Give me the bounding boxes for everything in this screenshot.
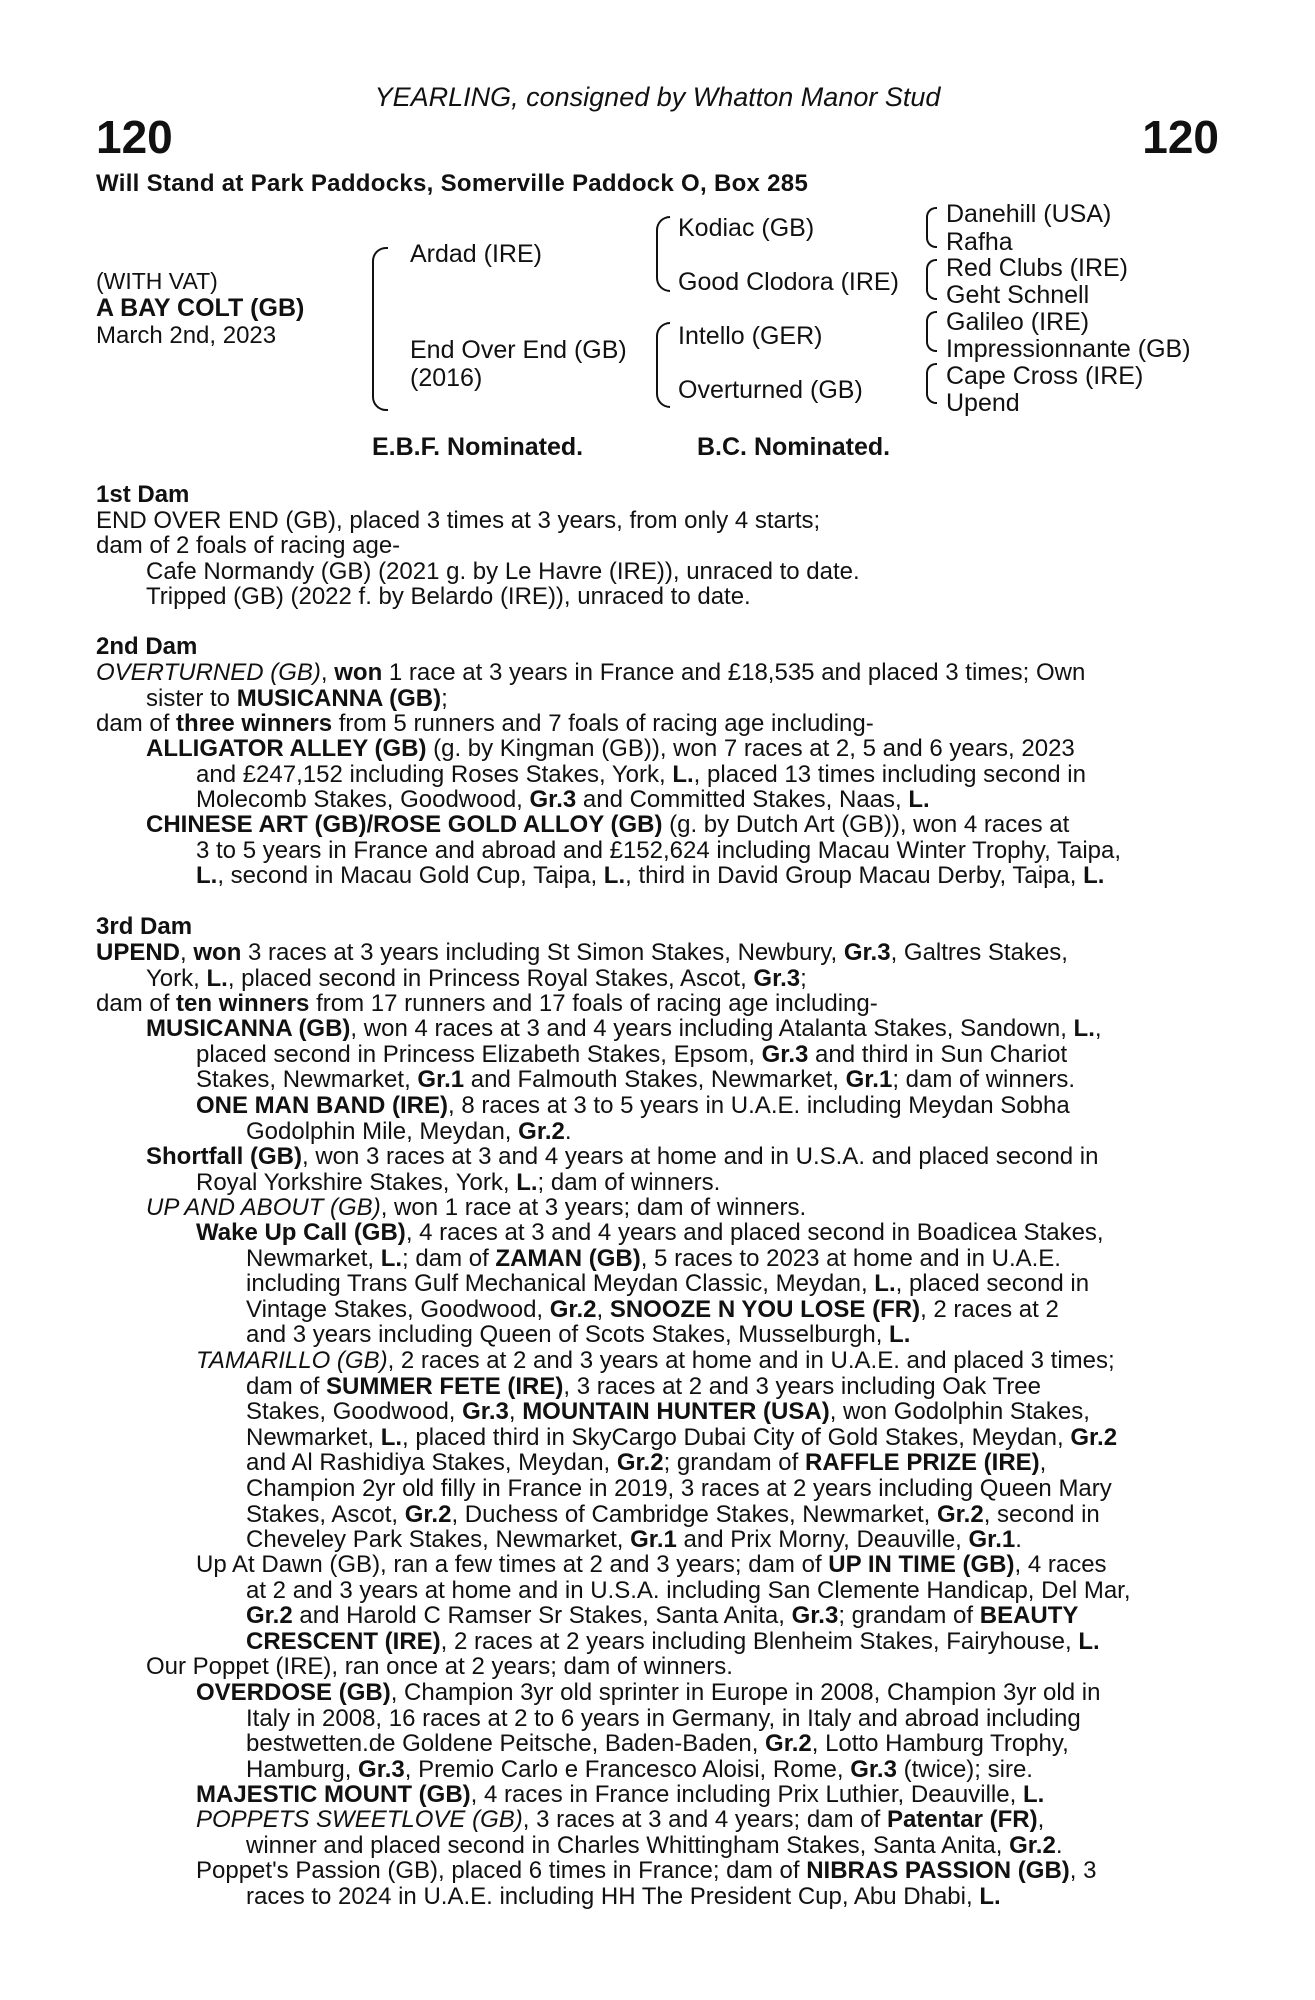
third-dam-progeny-shortfall: Shortfall (GB), won 3 races at 3 and 4 years at home and in U.S.A. and placed second in Royal Yorkshire Stakes, York, L.; dam of winners. bbox=[146, 1143, 1099, 1196]
first-dam-foal-2: Tripped (GB) (2022 f. by Belardo (IRE)), unraced to date. bbox=[146, 583, 751, 610]
ped-sss: Danehill (USA) bbox=[946, 200, 1112, 228]
second-dam-heading: 2nd Dam bbox=[96, 633, 198, 660]
dam-dam: Overturned (GB) bbox=[678, 376, 863, 404]
horse-name: A BAY COLT (GB) bbox=[96, 294, 305, 322]
third-dam-heading: 3rd Dam bbox=[96, 913, 193, 940]
horse-dob: March 2nd, 2023 bbox=[96, 322, 277, 349]
pedigree-brace-sd bbox=[926, 259, 937, 300]
progeny-majestic-mount: MAJESTIC MOUNT (GB), 4 races in France including Prix Luthier, Deauville, L. bbox=[196, 1781, 1045, 1808]
third-dam-summary: dam of ten winners from 17 runners and 17 foals of racing age including- bbox=[96, 990, 878, 1017]
sire-dam: Good Clodora (IRE) bbox=[678, 268, 899, 296]
pedigree-brace-dd bbox=[926, 363, 937, 404]
lot-number-left: 120 bbox=[96, 111, 173, 163]
first-dam-foal-1: Cafe Normandy (GB) (2021 g. by Le Havre (IRE)), unraced to date. bbox=[146, 558, 860, 585]
second-dam-summary: dam of three winners from 5 runners and 7 foals of racing age including- bbox=[96, 710, 874, 737]
third-dam-progeny-musicanna: MUSICANNA (GB), won 4 races at 3 and 4 years including Atalanta Stakes, Sandown, L., placed second in Princess Elizabeth Stakes, Epsom, Gr.3 and third in Sun Chariot Stakes, Newmarket, Gr.1 and Falmouth Stakes, Newmarket, Gr.1; dam of winners. bbox=[146, 1015, 1102, 1094]
progeny-overdose: OVERDOSE (GB), Champion 3yr old sprinter in Europe in 2008, Champion 3yr old in Italy in 2008, 16 races at 2 to 6 years in Germany, in Italy and abroad including bestwetten.de Goldene Peitsche, Baden-Baden, Gr.2, Lotto Hamburg Trophy, Hamburg, Gr.3, Premio Carlo e Francesco Aloisi, Rome, Gr.3 (twice); sire. bbox=[196, 1679, 1101, 1783]
stand-location: Will Stand at Park Paddocks, Somerville Paddock O, Box 285 bbox=[96, 170, 809, 197]
consignor-line: YEARLING, consigned by Whatton Manor Stud bbox=[374, 82, 941, 112]
pedigree-brace-dam bbox=[656, 322, 670, 408]
bc-nomination: B.C. Nominated. bbox=[697, 433, 891, 461]
third-dam-entry: UPEND, won 3 races at 3 years including St Simon Stakes, Newbury, Gr.3, Galtres Stakes, York, L., placed second in Princess Royal Stakes, Ascot, Gr.3; bbox=[96, 939, 1068, 992]
lot-number-right: 120 bbox=[1142, 111, 1219, 163]
ped-ddd: Upend bbox=[946, 389, 1020, 417]
progeny-poppets-passion: Poppet's Passion (GB), placed 6 times in France; dam of NIBRAS PASSION (GB), 3 races to 2024 in U.A.E. including HH The President Cup, Abu Dhabi, L. bbox=[196, 1857, 1097, 1910]
ped-dss: Galileo (IRE) bbox=[946, 308, 1090, 336]
pedigree-brace-ss bbox=[926, 207, 937, 248]
sire: Ardad (IRE) bbox=[410, 240, 542, 268]
progeny-tamarillo: TAMARILLO (GB), 2 races at 2 and 3 years at home and in U.A.E. and placed 3 times; dam of SUMMER FETE (IRE), 3 races at 2 and 3 years including Oak Tree Stakes, Goodwood, Gr.3, MOUNTAIN HUNTER (USA), won Godolphin Stakes, Newmarket, L., placed third in SkyCargo Dubai City of Gold Stakes, Meydan, Gr.2 and Al Rashidiya Stakes, Meydan, Gr.2; grandam of RAFFLE PRIZE (IRE), Champion 2yr old filly in France in 2019, 3 races at 2 years including Queen Mary Stakes, Ascot, Gr.2, Duchess of Cambridge Stakes, Newmarket, Gr.2, second in Cheveley Park Stakes, Newmarket, Gr.1 and Prix Morny, Deauville, Gr.1. bbox=[196, 1347, 1118, 1554]
second-dam-entry: OVERTURNED (GB), won 1 race at 3 years in France and £18,535 and placed 3 times; Own sister to MUSICANNA (GB); bbox=[96, 659, 1086, 712]
ped-sds: Red Clubs (IRE) bbox=[946, 254, 1128, 282]
pedigree-brace-main bbox=[372, 247, 388, 411]
ped-ssd: Rafha bbox=[946, 228, 1013, 256]
vat-note: (WITH VAT) bbox=[96, 268, 218, 294]
progeny-one-man-band: ONE MAN BAND (IRE), 8 races at 3 to 5 years in U.A.E. including Meydan Sobha Godolphin Mile, Meydan, Gr.2. bbox=[196, 1092, 1070, 1145]
progeny-up-at-dawn: Up At Dawn (GB), ran a few times at 2 and 3 years; dam of UP IN TIME (GB), 4 races at 2 and 3 years at home and in U.S.A. including San Clemente Handicap, Del Mar, Gr.2 and Harold C Ramser Sr Stakes, Santa Anita, Gr.3; grandam of BEAUTY CRESCENT (IRE), 2 races at 2 years including Blenheim Stakes, Fairyhouse, L. bbox=[196, 1551, 1131, 1655]
second-dam-progeny-1: ALLIGATOR ALLEY (GB) (g. by Kingman (GB)), won 7 races at 2, 5 and 6 years, 2023 and £247,152 including Roses Stakes, York, L., placed 13 times including second in Molecomb Stakes, Goodwood, Gr.3 and Committed Stakes, Naas, L. bbox=[146, 735, 1086, 814]
pedigree-brace-ds bbox=[926, 311, 937, 352]
sire-sire: Kodiac (GB) bbox=[678, 214, 815, 242]
ebf-nomination: E.B.F. Nominated. bbox=[372, 433, 584, 461]
third-dam-progeny-up-and-about: UP AND ABOUT (GB), won 1 race at 3 years; dam of winners. bbox=[146, 1194, 807, 1221]
ped-dsd: Impressionnante (GB) bbox=[946, 335, 1191, 363]
ped-sdd: Geht Schnell bbox=[946, 281, 1090, 309]
first-dam-heading: 1st Dam bbox=[96, 481, 190, 508]
progeny-wake-up-call: Wake Up Call (GB), 4 races at 3 and 4 years and placed second in Boadicea Stakes, Newmarket, L.; dam of ZAMAN (GB), 5 races to 2023 at home and in U.A.E. including Trans Gulf Mechanical Meydan Classic, Meydan, L., placed second in Vintage Stakes, Goodwood, Gr.2, SNOOZE N YOU LOSE (FR), 2 races at 2 and 3 years including Queen of Scots Stakes, Musselburgh, L. bbox=[196, 1219, 1104, 1349]
dam-sire: Intello (GER) bbox=[678, 322, 823, 350]
dam-year: (2016) bbox=[410, 364, 483, 392]
ped-dds: Cape Cross (IRE) bbox=[946, 362, 1144, 390]
progeny-poppets-sweetlove: POPPETS SWEETLOVE (GB), 3 races at 3 and 4 years; dam of Patentar (FR), winner and placed second in Charles Whittingham Stakes, Santa Anita, Gr.2. bbox=[196, 1806, 1063, 1859]
dam: End Over End (GB) bbox=[410, 336, 627, 364]
pedigree-brace-sire bbox=[656, 216, 670, 292]
first-dam-line-2: dam of 2 foals of racing age- bbox=[96, 532, 401, 559]
first-dam-line-1: END OVER END (GB), placed 3 times at 3 years, from only 4 starts; bbox=[96, 507, 821, 534]
third-dam-progeny-our-poppet: Our Poppet (IRE), ran once at 2 years; dam of winners. bbox=[146, 1653, 733, 1680]
second-dam-progeny-2: CHINESE ART (GB)/ROSE GOLD ALLOY (GB) (g. by Dutch Art (GB)), won 4 races at 3 to 5 years in France and abroad and £152,624 including Macau Winter Trophy, Taipa, L., second in Macau Gold Cup, Taipa, L., third in David Group Macau Derby, Taipa, L. bbox=[146, 811, 1122, 890]
